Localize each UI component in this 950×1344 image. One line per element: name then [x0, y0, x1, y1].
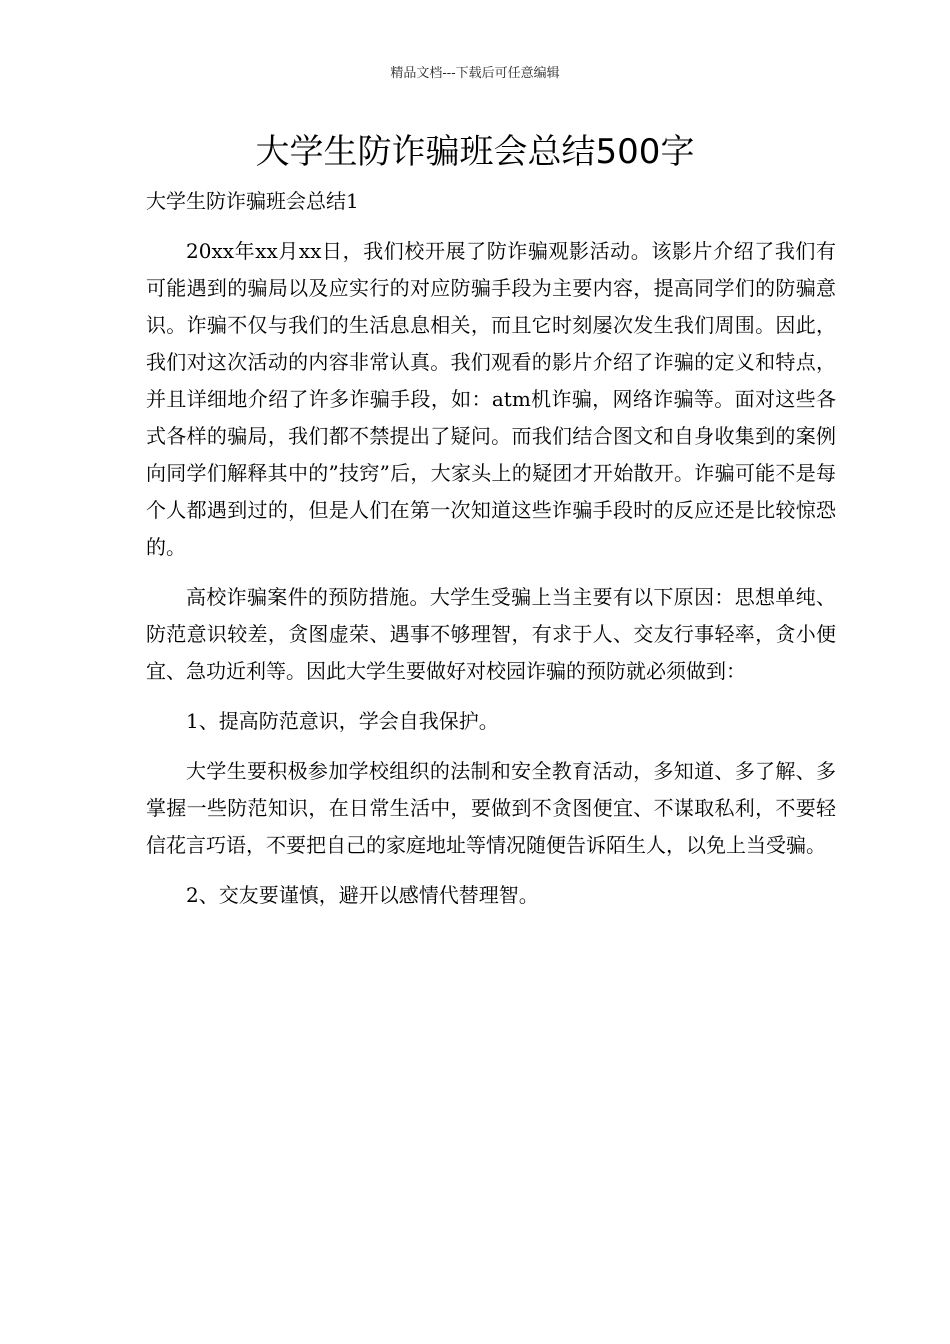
document-body: [146, 233, 836, 914]
paragraph-prevention: 高校诈骗案件的预防措施。大学生受骗上当主要有以下原因：思想单纯、防范意识较差，贪图虚荣、遇事不够理智，有求于人、交友行事轻率，贪小便宜、急功近利等。因此大学生要做好对校园诈骗的预防就必须做到：: [146, 585, 836, 683]
document-subtitle: 大学生防诈骗班会总结1: [146, 189, 359, 213]
document-title: 大学生防诈骗班会总结500字: [255, 132, 695, 172]
paragraph-point-1: 1、提高防范意识，学会自我保护。: [186, 709, 499, 733]
paragraph-point-2: 2、交友要谨慎，避开以感情代替理智。: [186, 883, 539, 907]
paragraph-point-1-detail: 大学生要积极参加学校组织的法制和安全教育活动，多知道、多了解、多掌握一些防范知识，在日常生活中，要做到不贪图便宜、不谋取私利，不要轻信花言巧语，不要把自己的家庭地址等情况随便告诉陌生人，以免上当受骗。: [146, 759, 836, 857]
header-note: 精品文档---下载后可任意编辑: [390, 66, 560, 81]
paragraph-intro: 20xx年xx月xx日，我们校开展了防诈骗观影活动。该影片介绍了我们有可能遇到的骗局以及应实行的对应防骗手段为主要内容，提高同学们的防骗意识。诈骗不仅与我们的生活息息相关，而且它时刻屡次发生我们周围。因此，我们对这次活动的内容非常认真。我们观看的影片介绍了诈骗的定义和特点，并且详细地介绍了许多诈骗手段，如：atm机诈骗，网络诈骗等。面对这些各式各样的骗局，我们都不禁提出了疑问。而我们结合图文和自身收集到的案例向同学们解释其中的”技窍”后，大家头上的疑团才开始散开。诈骗可能不是每个人都遇到过的，但是人们在第一次知道这些诈骗手段时的反应还是比较惊恐的。: [146, 239, 836, 559]
